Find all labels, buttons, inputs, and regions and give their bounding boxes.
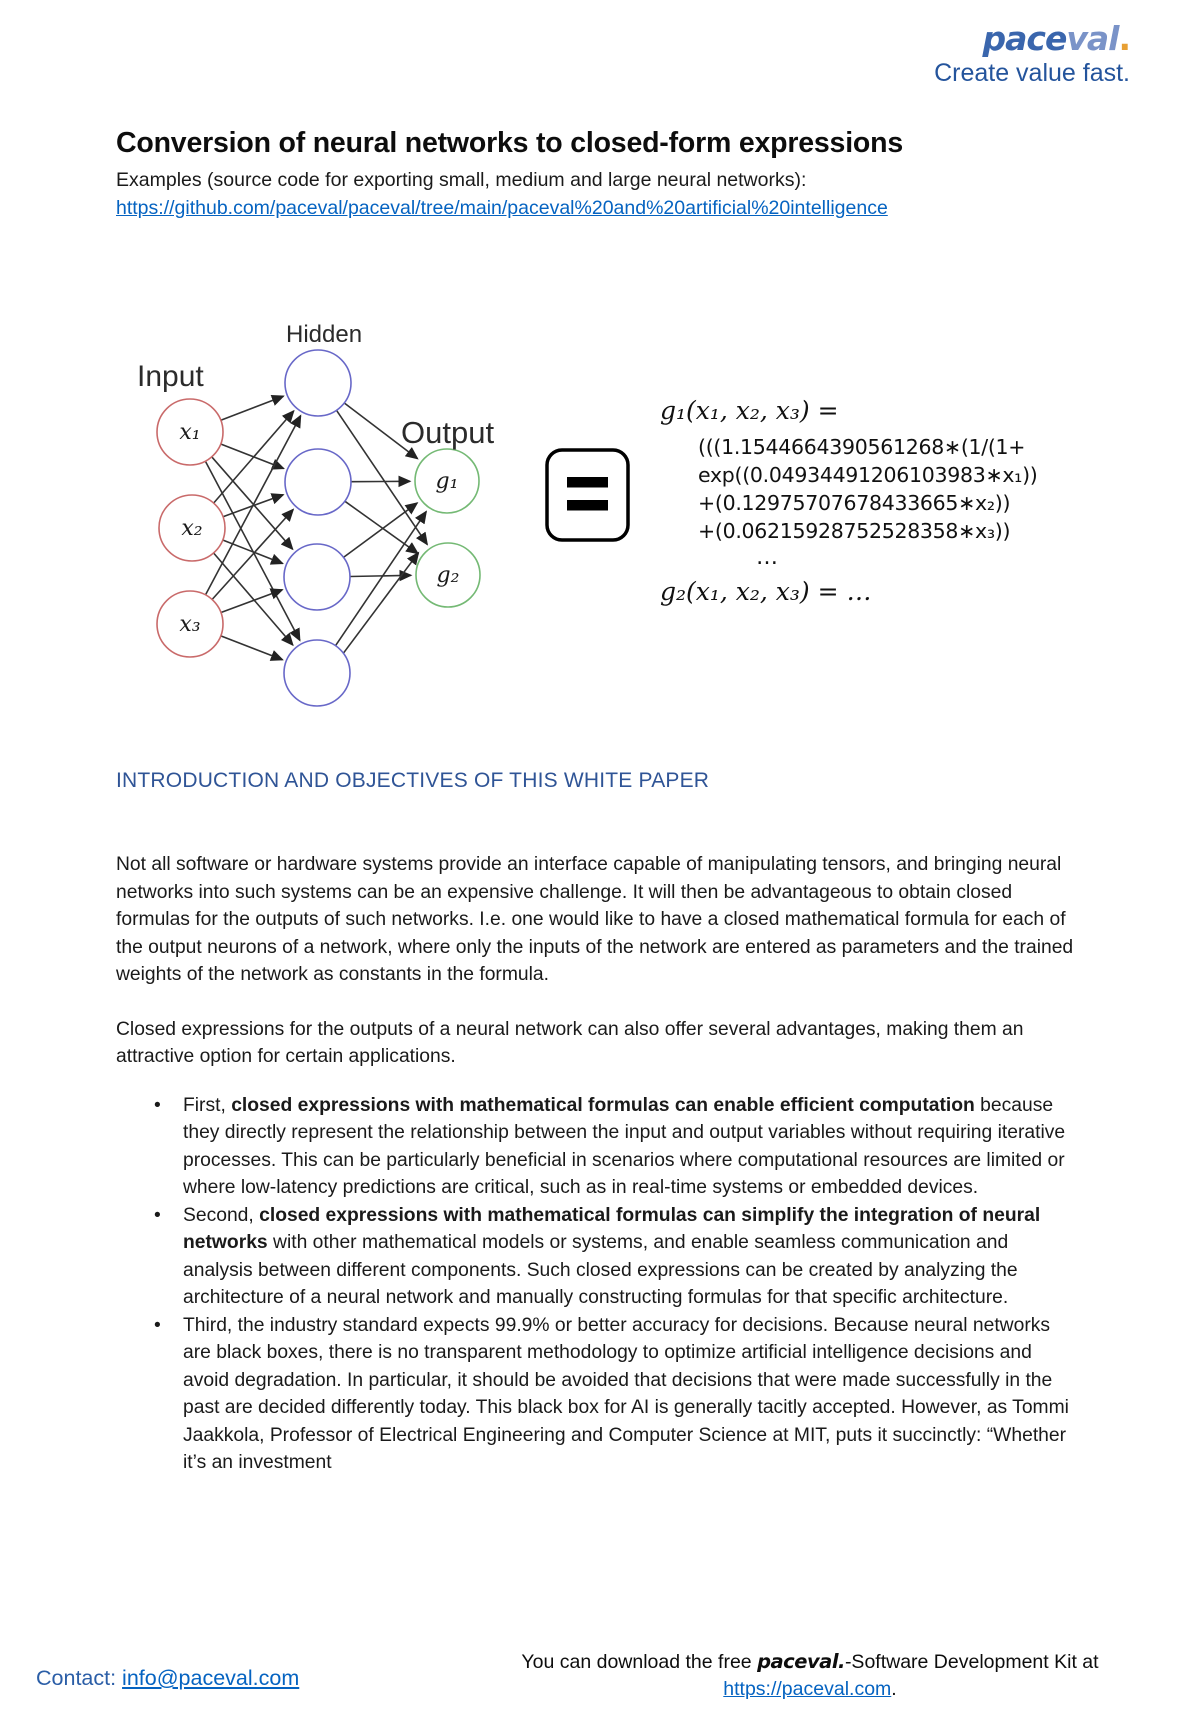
download-brand: paceval. (757, 1650, 845, 1673)
formula-line-3: +(0.12975707678433665∗x₂)) (698, 491, 1011, 515)
input-layer-label: Input (137, 360, 204, 393)
hidden-layer (284, 350, 351, 706)
list-item-first (152, 1092, 1074, 1202)
bullet3-pre: Third, the industry standard expects 99.9% or better accuracy for decisions. Because neural networks are black boxes, there is no transparent methodology to optimize artificial intelligence decisions and avoid degradation. In particular, it should be avoided that decisions that were made successfully in the past are decided differently today. This black box for AI is generally tacitly accepted. However, as Tommi Jaakkola, Professor of Electrical Engineering and Computer Science at MIT, puts it succinctly: “Whether it’s an investment (183, 1314, 1069, 1473)
github-link[interactable]: https://github.com/paceval/paceval/tree/main/paceval%20and%20artificial%20intelligence (116, 197, 888, 219)
input-layer (157, 399, 225, 657)
contact-email-link[interactable]: info@paceval.com (122, 1666, 300, 1690)
footer-contact (36, 1666, 299, 1691)
hidden-node-2 (285, 449, 351, 515)
page-title: Conversion of neural networks to closed-form expressions (116, 127, 903, 159)
download-text-end: . (891, 1678, 897, 1700)
logo-text-pace: pace (982, 19, 1067, 58)
paceval-logo-wordmark (934, 19, 1130, 58)
output-layer-label: Output (401, 415, 495, 450)
input-node-label-x1: x₁ (179, 420, 201, 445)
input-node-label-x3: x₃ (179, 612, 201, 637)
download-text-post: -Software Development Kit at (844, 1651, 1099, 1673)
section-heading: INTRODUCTION AND OBJECTIVES OF THIS WHITE PAPER (116, 769, 710, 792)
logo-tagline: Create value fast. (934, 59, 1130, 87)
paceval-site-link[interactable]: https://paceval.com (723, 1678, 892, 1700)
equals-sign (547, 450, 628, 540)
paceval-logo (934, 19, 1130, 89)
bullet1-pre: First, (183, 1094, 232, 1116)
output-node-label-g1: g₁ (435, 469, 459, 494)
advantages-list (116, 1092, 1074, 1477)
hidden-node-1 (285, 350, 351, 416)
bullet1-post: because they directly represent the relationship between the input and output variables without requiring iterative processes. This can be particularly beneficial in scenarios where computational resources are limited or where low-latency predictions are critical, such as in real-time systems or embedded devices. (183, 1094, 1066, 1198)
logo-dot: . (1118, 19, 1130, 58)
formula-g1-header: g₁(x₁, x₂, x₃) = (660, 396, 839, 425)
formula-g2-line: g₂(x₁, x₂, x₃) = … (660, 577, 872, 606)
bullet2-bold: closed expressions with mathematical formulas can simplify the integration of neural networks (183, 1204, 1041, 1253)
formula-g1-body (698, 433, 1080, 571)
page-subtitle: Examples (source code for exporting small, medium and large neural networks): (116, 169, 807, 191)
list-item-third (152, 1312, 1074, 1477)
bullet2-pre: Second, (183, 1204, 260, 1226)
download-text-pre: You can download the free (521, 1651, 758, 1673)
output-node-label-g2: g₂ (436, 563, 460, 588)
bullet2-post: with other mathematical models or systems, and enable seamless communication and analysis between different components. Such closed expressions can be created by analyzing the architecture of a neural network and manually constructing formulas for that specific architecture. (183, 1232, 1018, 1308)
output-layer (415, 449, 480, 607)
input-node-label-x2: x₂ (181, 516, 203, 541)
formula-line-2: exp((0.04934491206103983∗x₁)) (698, 463, 1038, 487)
main-content (116, 768, 1074, 1477)
formula-line-4: +(0.06215928752528358∗x₃)) (698, 519, 1011, 543)
title-block (116, 126, 1076, 222)
closed-form-formula (660, 396, 1080, 607)
formula-ellipsis: … (756, 545, 780, 570)
paragraph-1: Not all software or hardware systems provide an interface capable of manipulating tensors, and bringing neural networks into such systems can be an expensive challenge. It will then be advantageous to obtain closed formulas for the outputs of such networks. I.e. one would like to have a closed mathematical formula for each of the output neurons of a network, where only the inputs of the network are entered as parameters and the trained weights of the network as constants in the formula. (116, 854, 1074, 985)
footer-download (440, 1648, 1180, 1703)
list-item-second (152, 1202, 1074, 1312)
formula-line-1: (((1.1544664390561268∗(1/(1+ (698, 435, 1026, 459)
bullet1-bold: closed expressions with mathematical formulas can enable efficient computation (231, 1094, 975, 1116)
paragraph-2: Closed expressions for the outputs of a neural network can also offer several advantages, making them an attractive option for certain applications. (116, 1018, 1024, 1067)
logo-text-val: val (1066, 19, 1119, 58)
hidden-node-3 (284, 544, 350, 610)
hidden-layer-label: Hidden (286, 321, 363, 348)
hidden-node-4 (284, 640, 350, 706)
contact-label: Contact: (36, 1666, 123, 1690)
